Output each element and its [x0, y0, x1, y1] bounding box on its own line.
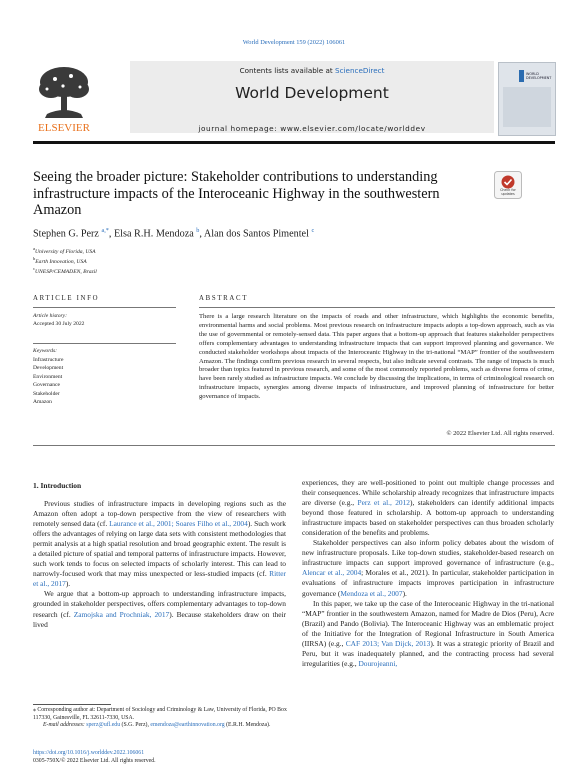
elsevier-wordmark: ELSEVIER [38, 122, 90, 134]
article-title: Seeing the broader picture: Stakeholder contributions to understanding infrastructure impacts of the Interoceanic Highway in the southwestern Amazon [33, 169, 440, 218]
email-link[interactable]: emendoza@earthinnovation.org [150, 722, 225, 729]
cover-mark [519, 70, 524, 82]
issn-line: 0305-750X/© 2022 Elsevier Ltd. All rights reserved. [33, 757, 156, 764]
body-column-left [33, 499, 286, 630]
abstract-text: There is a large research literature on the impacts of roads and other infrastructure, which highlights the economic benefits, environmental harms and social problems. Most previous research on infrastructure impacts adopts a top-down approach, such as via the use of governmental or remotely-sensed data. This paper argues that a bottom-up approach that features stakeholder perspectives offers complementary advantages to understanding infrastructure impacts that can support improved planning and governance. We conducted stakeholder workshops about impacts of the Interoceanic Highway in the tri-national “MAP” frontier of the southwestern Amazon. The findings confirm previous research in several respects, but also indicate several contrasts. The range of impacts is much broader than topics featured in previous research, and some of the most commonly reported problems, such as diverse forms of crime, have been rarely studied as infrastructure impacts. We conclude by discussing the implications, in terms of criminological research on infrastructure impacts, synergies among diverse impacts of infrastructure, and improved planning of infrastructure for better governance of impacts. [199, 313, 554, 401]
doi-link[interactable]: https://doi.org/10.1016/j.worlddev.2022.106061 [33, 750, 145, 756]
corresponding-author-note: ⁎ Corresponding author at: Department of Sociology and Criminology & Law, University of Florida, PO Box 117330, Gainesville, FL 32611-7330, USA. [33, 707, 287, 721]
contents-line [130, 66, 494, 75]
author-affil-sup[interactable]: a,* [101, 227, 109, 234]
keyword[interactable]: Infrastructure [33, 357, 64, 363]
author-affil-sup[interactable]: c [311, 227, 315, 234]
cover-panel [503, 87, 551, 127]
article-info-rule [33, 307, 176, 308]
affiliation: $^b$Earth Innovation, USA [33, 256, 87, 265]
citation-link[interactable]: Ritter et al., 2017 [33, 569, 286, 589]
email-link[interactable]: sperz@ufl.edu [86, 722, 121, 729]
keywords-label: Keywords: [33, 348, 58, 354]
paragraph: Stakeholder perspectives can also inform policy debates about the wisdom of new infrastructure proposals. Like top-down studies, stakeholder-based research on infrastructure impacts can support improved governance of infrastructure (e.g., Alencar et al., 2004; Morales et al., 2021). In particular, stakeholder participation in evaluations of infrastructure impacts improves participation in infrastructure governance (Mendoza et al., 2007). [302, 538, 554, 598]
masthead-rule [33, 141, 555, 144]
doi-block [33, 750, 156, 765]
keyword[interactable]: Development [33, 365, 64, 372]
sciencedirect-link[interactable]: ScienceDirect [335, 66, 385, 75]
footnote-corresponding-author [33, 707, 288, 730]
abstract-top-rule [199, 307, 555, 308]
elsevier-logo[interactable] [33, 62, 95, 134]
journal-title[interactable]: World Development [235, 84, 389, 102]
keyword[interactable]: Environment [33, 373, 63, 380]
paragraph: In this paper, we take up the case of the Interoceanic Highway in the tri-national “MAP” frontier in the southwestern Amazon, named for Madre de Dios (Peru), Acre (Brazil) and Pando (Bolivia). The Interoceanic Highway was an emblematic project of the Initiative for the Integration of Regional Infrastructure in South America (IIRSA) (e.g., CAF 2013; Van Dijck, 2013). It was a strategic priority of Brazil and Peru, but it was inadequately planned, and the contracting process had several irregularities (e.g., Dourojeanni, [302, 598, 554, 668]
abstract-bottom-rule [33, 445, 555, 446]
citation-link[interactable]: Dourojeanni, [358, 658, 398, 668]
journal-reference[interactable]: World Development 159 (2022) 106061 [242, 39, 346, 46]
citation-link[interactable]: Laurance et al., 2001; Soares Filho et al., 2004 [109, 519, 248, 529]
keywords-rule [33, 343, 176, 344]
citation-link[interactable]: Zamojska and Prochniak, 2017 [73, 609, 170, 619]
article-info-heading: ARTICLE INFO [33, 295, 100, 302]
paragraph: Previous studies of infrastructure impacts in developing regions such as the Amazon often adopt a top-down perspective from the view of researchers with remotely sensed data (cf. Laurance et al., 2001; Soares Filho et al., 2004). Such work offers the advantages of relying on large data sets with consistent methodologies that permit analysis at a high spatial resolution and broad geographic extent. The result is a detailed picture of spatial and temporal patterns of infrastructure impacts. However, such work tends to focus on selected impacts of scholarly interest. This can lead to narrowly-focused work that may miss unexpected or less-studied impacts (cf. Ritter et al., 2017). [33, 499, 286, 589]
accepted-date: Accepted 30 July 2022 [33, 321, 85, 327]
section-heading-introduction: 1. Introduction [33, 481, 82, 490]
author-name[interactable]: Alan dos Santos Pimentel [203, 228, 309, 240]
keyword-list [33, 356, 63, 406]
cover-title: WORLD DEVELOPMENT [526, 72, 552, 80]
author-name[interactable]: Elsa R.H. Mendoza [113, 228, 194, 240]
keyword[interactable]: Governance [33, 382, 61, 389]
journal-cover-image[interactable] [498, 62, 556, 136]
paragraph: We argue that a bottom-up approach to understanding infrastructure impacts, grounded in stakeholder perspectives, offers complementary advantages to top-down research (cf. Zamojska and Prochniak, 2017). Because stakeholders draw on their lived [33, 589, 286, 629]
citation-link[interactable]: Perz et al., 2012 [357, 498, 410, 508]
body-column-right [302, 478, 554, 669]
copyright-notice: © 2022 Elsevier Ltd. All rights reserved. [446, 430, 554, 437]
abstract-heading: ABSTRACT [199, 295, 249, 302]
journal-homepage [130, 124, 494, 133]
paragraph: experiences, they are well-positioned to point out multiple change processes and their consequences. While scholarship already recognizes that infrastructure impacts are diverse (e.g., Perz et al., 2012), stakeholders can identify additional impacts beyond those featured in scholarship. A bottom-up approach to understanding infrastructure impacts based on stakeholder perspectives can thus broaden scholarly consideration of the benefits and problems. [302, 478, 555, 538]
keyword[interactable]: Amazon [33, 399, 52, 406]
footnote-rule [33, 704, 111, 705]
author-affil-sup[interactable]: b [196, 227, 200, 234]
homepage-prefix: journal homepage: [198, 124, 281, 133]
check-updates-label: Check for updates [500, 188, 516, 196]
contents-prefix: Contents lists available at [239, 66, 336, 75]
author-name[interactable]: Stephen G. Perz [33, 228, 99, 240]
affiliation: $^c$UNESP/CEMADEN, Brazil [33, 266, 97, 275]
citation-link[interactable]: Alencar et al., 2004 [302, 568, 362, 578]
citation-link[interactable]: CAF 2013; Van Dijck, 2013 [345, 638, 431, 648]
citation-link[interactable]: Mendoza et al., 2007 [340, 588, 403, 598]
homepage-url[interactable]: www.elsevier.com/locate/worlddev [280, 124, 426, 133]
affiliation: $^a$University of Florida, USA [33, 246, 96, 255]
email-line: E-mail addresses: sperz@ufl.edu (S.G. Perz), emendoza@earthinnovation.org (E.R.H. Mendoza). [43, 722, 271, 729]
check-for-updates-button[interactable] [494, 171, 522, 199]
history-label: Article history: [33, 313, 68, 319]
keyword[interactable]: Stakeholder [33, 390, 60, 397]
author-list: Stephen G. Perz $^{a,*}$, Elsa R.H. Mendoza $^b$, Alan dos Santos Pimentel $^c$ [33, 227, 315, 240]
